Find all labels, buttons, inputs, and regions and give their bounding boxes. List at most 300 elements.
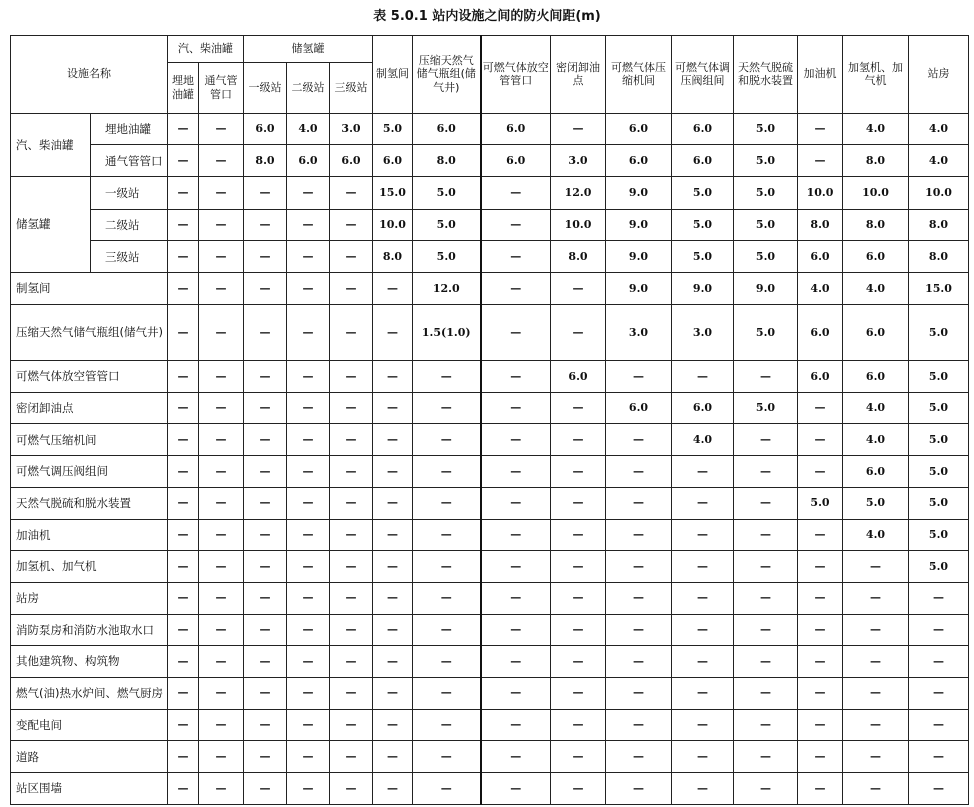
table-row <box>11 519 969 551</box>
table-row <box>11 456 969 488</box>
table-cell: 5.0 <box>798 487 843 519</box>
table-cell: — <box>798 773 843 805</box>
row-label: 二级站 <box>91 209 168 241</box>
table-cell: — <box>244 614 287 646</box>
table-cell: — <box>287 614 330 646</box>
table-cell: — <box>413 361 481 393</box>
table-cell: — <box>551 677 606 709</box>
table-cell: — <box>734 741 798 773</box>
table-cell: — <box>798 519 843 551</box>
table-cell: — <box>330 519 373 551</box>
table-cell: — <box>413 582 481 614</box>
table-cell: 6.0 <box>287 145 330 177</box>
table-cell: — <box>330 582 373 614</box>
table-cell: 6.0 <box>606 113 672 145</box>
table-cell: — <box>287 392 330 424</box>
table-cell: — <box>734 646 798 678</box>
table-cell: — <box>330 456 373 488</box>
table-cell: — <box>798 741 843 773</box>
table-cell: — <box>672 519 734 551</box>
table-row <box>11 741 969 773</box>
table-cell: — <box>287 241 330 273</box>
table-cell: — <box>168 614 199 646</box>
table-cell: — <box>287 456 330 488</box>
table-cell: — <box>199 614 244 646</box>
table-cell: — <box>168 646 199 678</box>
table-cell: — <box>843 773 909 805</box>
table-cell: — <box>672 487 734 519</box>
table-cell: — <box>551 614 606 646</box>
table-cell: — <box>199 177 244 210</box>
table-cell: 8.0 <box>413 145 481 177</box>
table-cell: — <box>798 551 843 583</box>
table-cell: 9.0 <box>672 273 734 305</box>
table-cell: 6.0 <box>244 113 287 145</box>
table-cell: — <box>413 424 481 456</box>
table-cell: 9.0 <box>606 273 672 305</box>
table-cell: — <box>843 614 909 646</box>
table-cell: — <box>244 582 287 614</box>
table-cell: — <box>373 456 413 488</box>
table-cell: — <box>551 519 606 551</box>
table-cell: — <box>551 487 606 519</box>
table-cell: 5.0 <box>413 209 481 241</box>
table-cell: 9.0 <box>606 177 672 210</box>
table-cell: — <box>244 519 287 551</box>
table-cell: — <box>413 646 481 678</box>
table-cell: — <box>168 677 199 709</box>
table-cell: 10.0 <box>798 177 843 210</box>
table-cell: 9.0 <box>606 209 672 241</box>
table-cell: — <box>413 487 481 519</box>
row-label: 变配电间 <box>11 709 168 741</box>
table-cell: 5.0 <box>734 177 798 210</box>
table-cell: — <box>199 113 244 145</box>
row-label: 三级站 <box>91 241 168 273</box>
table-cell: — <box>481 273 551 305</box>
table-cell: — <box>734 773 798 805</box>
table-cell: 6.0 <box>843 304 909 360</box>
table-cell: — <box>373 582 413 614</box>
table-cell: — <box>734 487 798 519</box>
table-cell: — <box>909 677 969 709</box>
table-cell: — <box>606 551 672 583</box>
table-cell: — <box>734 551 798 583</box>
table-cell: — <box>168 392 199 424</box>
table-cell: — <box>798 582 843 614</box>
table-cell: — <box>199 304 244 360</box>
table-cell: — <box>734 456 798 488</box>
table-cell: 10.0 <box>909 177 969 210</box>
table-cell: 5.0 <box>909 424 969 456</box>
table-cell: — <box>199 392 244 424</box>
table-cell: — <box>909 582 969 614</box>
table-cell: — <box>413 614 481 646</box>
table-cell: — <box>606 741 672 773</box>
table-cell: — <box>373 519 413 551</box>
table-cell: 9.0 <box>606 241 672 273</box>
table-row <box>11 113 969 145</box>
table-cell: 8.0 <box>843 145 909 177</box>
table-cell: 3.0 <box>606 304 672 360</box>
col-header: 密闭卸油点 <box>551 36 606 114</box>
col-header: 加油机 <box>798 36 843 114</box>
table-cell: — <box>481 741 551 773</box>
col-header: 可燃气体放空管管口 <box>481 36 551 114</box>
table-cell: — <box>606 456 672 488</box>
table-cell: 6.0 <box>330 145 373 177</box>
table-cell: — <box>287 709 330 741</box>
table-cell: 6.0 <box>481 113 551 145</box>
table-cell: — <box>287 582 330 614</box>
table-cell: — <box>244 487 287 519</box>
table-cell: — <box>287 519 330 551</box>
table-cell: — <box>330 424 373 456</box>
table-row <box>11 177 969 210</box>
sub-header: 通气管管口 <box>199 62 244 113</box>
table-cell: 6.0 <box>843 241 909 273</box>
table-cell: 8.0 <box>244 145 287 177</box>
table-cell: — <box>330 209 373 241</box>
table-cell: — <box>551 551 606 583</box>
table-cell: — <box>199 361 244 393</box>
table-cell: — <box>481 241 551 273</box>
table-cell: — <box>373 646 413 678</box>
table-cell: — <box>199 551 244 583</box>
col-header: 加氢机、加气机 <box>843 36 909 114</box>
table-cell: — <box>199 273 244 305</box>
table-cell: — <box>287 273 330 305</box>
table-cell: — <box>168 209 199 241</box>
table-cell: — <box>413 551 481 583</box>
table-cell: — <box>551 113 606 145</box>
table-cell: 6.0 <box>672 392 734 424</box>
table-cell: — <box>244 551 287 583</box>
table-cell: — <box>168 519 199 551</box>
table-cell: 5.0 <box>413 177 481 210</box>
table-row <box>11 773 969 805</box>
table-cell: — <box>481 582 551 614</box>
table-cell: 3.0 <box>330 113 373 145</box>
table-row <box>11 487 969 519</box>
table-cell: — <box>843 741 909 773</box>
table-cell: 12.0 <box>413 273 481 305</box>
table-cell: — <box>909 709 969 741</box>
table-row <box>11 273 969 305</box>
table-cell: — <box>373 741 413 773</box>
table-cell: — <box>551 582 606 614</box>
table-cell: — <box>244 424 287 456</box>
table-cell: — <box>606 361 672 393</box>
table-cell: — <box>330 741 373 773</box>
sub-header: 一级站 <box>244 62 287 113</box>
table-cell: 6.0 <box>481 145 551 177</box>
table-row <box>11 304 969 360</box>
table-cell: — <box>373 677 413 709</box>
table-cell: — <box>843 709 909 741</box>
table-cell: — <box>481 773 551 805</box>
table-cell: — <box>168 487 199 519</box>
table-cell: — <box>330 361 373 393</box>
row-group-label: 储氢罐 <box>11 177 91 273</box>
table-cell: — <box>672 551 734 583</box>
table-cell: — <box>168 741 199 773</box>
table-cell: — <box>798 392 843 424</box>
table-cell: 4.0 <box>909 113 969 145</box>
table-cell: — <box>199 424 244 456</box>
table-cell: — <box>244 177 287 210</box>
table-cell: — <box>373 273 413 305</box>
table-cell: — <box>199 209 244 241</box>
table-row <box>11 614 969 646</box>
table-cell: — <box>373 709 413 741</box>
table-cell: — <box>413 392 481 424</box>
table-cell: 6.0 <box>606 145 672 177</box>
table-cell: — <box>168 145 199 177</box>
table-cell: — <box>481 361 551 393</box>
table-cell: — <box>168 177 199 210</box>
table-cell: — <box>734 582 798 614</box>
table-cell: 4.0 <box>843 519 909 551</box>
table-cell: — <box>606 487 672 519</box>
table-cell: — <box>244 646 287 678</box>
table-cell: — <box>168 551 199 583</box>
table-cell: — <box>481 177 551 210</box>
table-cell: — <box>373 304 413 360</box>
table-cell: 10.0 <box>843 177 909 210</box>
table-cell: — <box>244 273 287 305</box>
table-cell: — <box>798 113 843 145</box>
table-cell: — <box>330 177 373 210</box>
table-cell: 5.0 <box>672 241 734 273</box>
table-cell: — <box>199 456 244 488</box>
table-cell: — <box>373 551 413 583</box>
table-cell: 5.0 <box>734 113 798 145</box>
table-cell: 6.0 <box>413 113 481 145</box>
table-cell: — <box>199 677 244 709</box>
table-cell: — <box>330 677 373 709</box>
table-cell: — <box>481 304 551 360</box>
table-cell: — <box>672 773 734 805</box>
table-cell: — <box>481 487 551 519</box>
table-cell: 3.0 <box>551 145 606 177</box>
table-cell: — <box>734 424 798 456</box>
table-cell: — <box>551 424 606 456</box>
table-cell: — <box>244 456 287 488</box>
table-cell: — <box>330 709 373 741</box>
table-cell: 6.0 <box>843 361 909 393</box>
table-cell: 6.0 <box>551 361 606 393</box>
table-cell: — <box>244 209 287 241</box>
table-cell: — <box>798 614 843 646</box>
table-cell: — <box>551 392 606 424</box>
table-cell: 15.0 <box>373 177 413 210</box>
table-cell: 15.0 <box>909 273 969 305</box>
table-cell: — <box>330 241 373 273</box>
table-cell: — <box>244 304 287 360</box>
table-cell: — <box>330 273 373 305</box>
table-cell: 5.0 <box>909 551 969 583</box>
table-cell: 6.0 <box>672 145 734 177</box>
table-cell: — <box>287 424 330 456</box>
table-cell: — <box>373 487 413 519</box>
table-cell: 6.0 <box>606 392 672 424</box>
table-cell: — <box>199 241 244 273</box>
table-cell: — <box>373 392 413 424</box>
table-cell: — <box>672 361 734 393</box>
table-cell: — <box>481 456 551 488</box>
table-cell: — <box>551 741 606 773</box>
table-cell: 1.5(1.0) <box>413 304 481 360</box>
table-cell: — <box>330 392 373 424</box>
table-cell: 4.0 <box>909 145 969 177</box>
table-cell: — <box>672 614 734 646</box>
table-cell: — <box>734 709 798 741</box>
table-cell: 5.0 <box>734 145 798 177</box>
table-cell: — <box>672 709 734 741</box>
sub-header: 三级站 <box>330 62 373 113</box>
row-label: 压缩天然气储气瓶组(储气井) <box>11 304 168 360</box>
table-cell: — <box>843 677 909 709</box>
table-cell: — <box>168 456 199 488</box>
table-cell: — <box>606 646 672 678</box>
table-cell: 8.0 <box>843 209 909 241</box>
col-header: 可燃气体调压阀组间 <box>672 36 734 114</box>
table-cell: — <box>287 741 330 773</box>
table-cell: — <box>413 709 481 741</box>
table-cell: 6.0 <box>373 145 413 177</box>
table-cell: — <box>168 241 199 273</box>
table-cell: — <box>734 361 798 393</box>
table-cell: — <box>481 519 551 551</box>
table-cell: — <box>244 709 287 741</box>
table-cell: — <box>413 456 481 488</box>
table-cell: — <box>798 646 843 678</box>
table-cell: — <box>244 241 287 273</box>
table-cell: — <box>672 741 734 773</box>
table-cell: 8.0 <box>798 209 843 241</box>
table-cell: 5.0 <box>909 392 969 424</box>
table-cell: — <box>330 646 373 678</box>
row-label: 燃气(油)热水炉间、燃气厨房 <box>11 677 168 709</box>
row-label: 站房 <box>11 582 168 614</box>
table-cell: — <box>606 582 672 614</box>
row-label: 天然气脱硫和脱水装置 <box>11 487 168 519</box>
table-row <box>11 582 969 614</box>
table-cell: — <box>606 519 672 551</box>
table-cell: 8.0 <box>373 241 413 273</box>
table-cell: — <box>287 487 330 519</box>
table-cell: — <box>481 677 551 709</box>
table-cell: 4.0 <box>287 113 330 145</box>
row-label: 可燃气体放空管管口 <box>11 361 168 393</box>
table-cell: 5.0 <box>909 519 969 551</box>
table-cell: — <box>168 304 199 360</box>
table-cell: — <box>551 273 606 305</box>
table-row <box>11 646 969 678</box>
table-row <box>11 392 969 424</box>
row-label: 密闭卸油点 <box>11 392 168 424</box>
oil-tank-group-header: 汽、柴油罐 <box>168 36 244 63</box>
table-row <box>11 145 969 177</box>
table-cell: — <box>168 424 199 456</box>
row-label: 埋地油罐 <box>91 113 168 145</box>
row-label: 加油机 <box>11 519 168 551</box>
table-cell: 6.0 <box>798 304 843 360</box>
col-header: 天然气脱硫和脱水装置 <box>734 36 798 114</box>
table-cell: — <box>168 773 199 805</box>
table-cell: — <box>413 519 481 551</box>
table-cell: — <box>168 361 199 393</box>
table-cell: 6.0 <box>843 456 909 488</box>
table-cell: — <box>244 741 287 773</box>
table-cell: 6.0 <box>798 361 843 393</box>
table-cell: — <box>330 487 373 519</box>
table-cell: — <box>798 145 843 177</box>
table-cell: 5.0 <box>413 241 481 273</box>
table-cell: 5.0 <box>734 392 798 424</box>
table-cell: 12.0 <box>551 177 606 210</box>
table-cell: — <box>672 646 734 678</box>
table-cell: 5.0 <box>909 487 969 519</box>
row-label: 可燃气调压阀组间 <box>11 456 168 488</box>
table-cell: 5.0 <box>734 241 798 273</box>
row-label: 道路 <box>11 741 168 773</box>
table-cell: — <box>287 304 330 360</box>
table-cell: — <box>168 582 199 614</box>
table-cell: — <box>199 709 244 741</box>
table-cell: — <box>244 392 287 424</box>
table-cell: 5.0 <box>734 304 798 360</box>
table-cell: 4.0 <box>843 273 909 305</box>
table-cell: — <box>330 551 373 583</box>
row-label: 制氢间 <box>11 273 168 305</box>
table-cell: — <box>606 677 672 709</box>
table-cell: — <box>606 773 672 805</box>
table-cell: — <box>909 773 969 805</box>
table-cell: — <box>481 614 551 646</box>
table-cell: — <box>672 582 734 614</box>
table-cell: — <box>606 709 672 741</box>
table-cell: — <box>481 392 551 424</box>
table-cell: 5.0 <box>843 487 909 519</box>
table-cell: — <box>798 424 843 456</box>
table-cell: — <box>843 582 909 614</box>
table-cell: — <box>413 741 481 773</box>
table-cell: — <box>798 677 843 709</box>
table-cell: — <box>909 646 969 678</box>
table-cell: 5.0 <box>909 456 969 488</box>
table-cell: — <box>481 709 551 741</box>
table-cell: — <box>606 424 672 456</box>
table-cell: — <box>481 646 551 678</box>
table-cell: — <box>199 145 244 177</box>
col-header: 制氢间 <box>373 36 413 114</box>
table-cell: — <box>287 677 330 709</box>
table-cell: — <box>199 741 244 773</box>
table-cell: — <box>168 273 199 305</box>
col-header: 压缩天然气储气瓶组(储气井) <box>413 36 481 114</box>
table-cell: — <box>843 551 909 583</box>
table-cell: — <box>481 424 551 456</box>
table-cell: 8.0 <box>909 209 969 241</box>
table-row <box>11 209 969 241</box>
table-cell: — <box>672 456 734 488</box>
table-cell: — <box>413 773 481 805</box>
table-cell: — <box>909 614 969 646</box>
table-cell: — <box>843 646 909 678</box>
table-cell: — <box>287 361 330 393</box>
